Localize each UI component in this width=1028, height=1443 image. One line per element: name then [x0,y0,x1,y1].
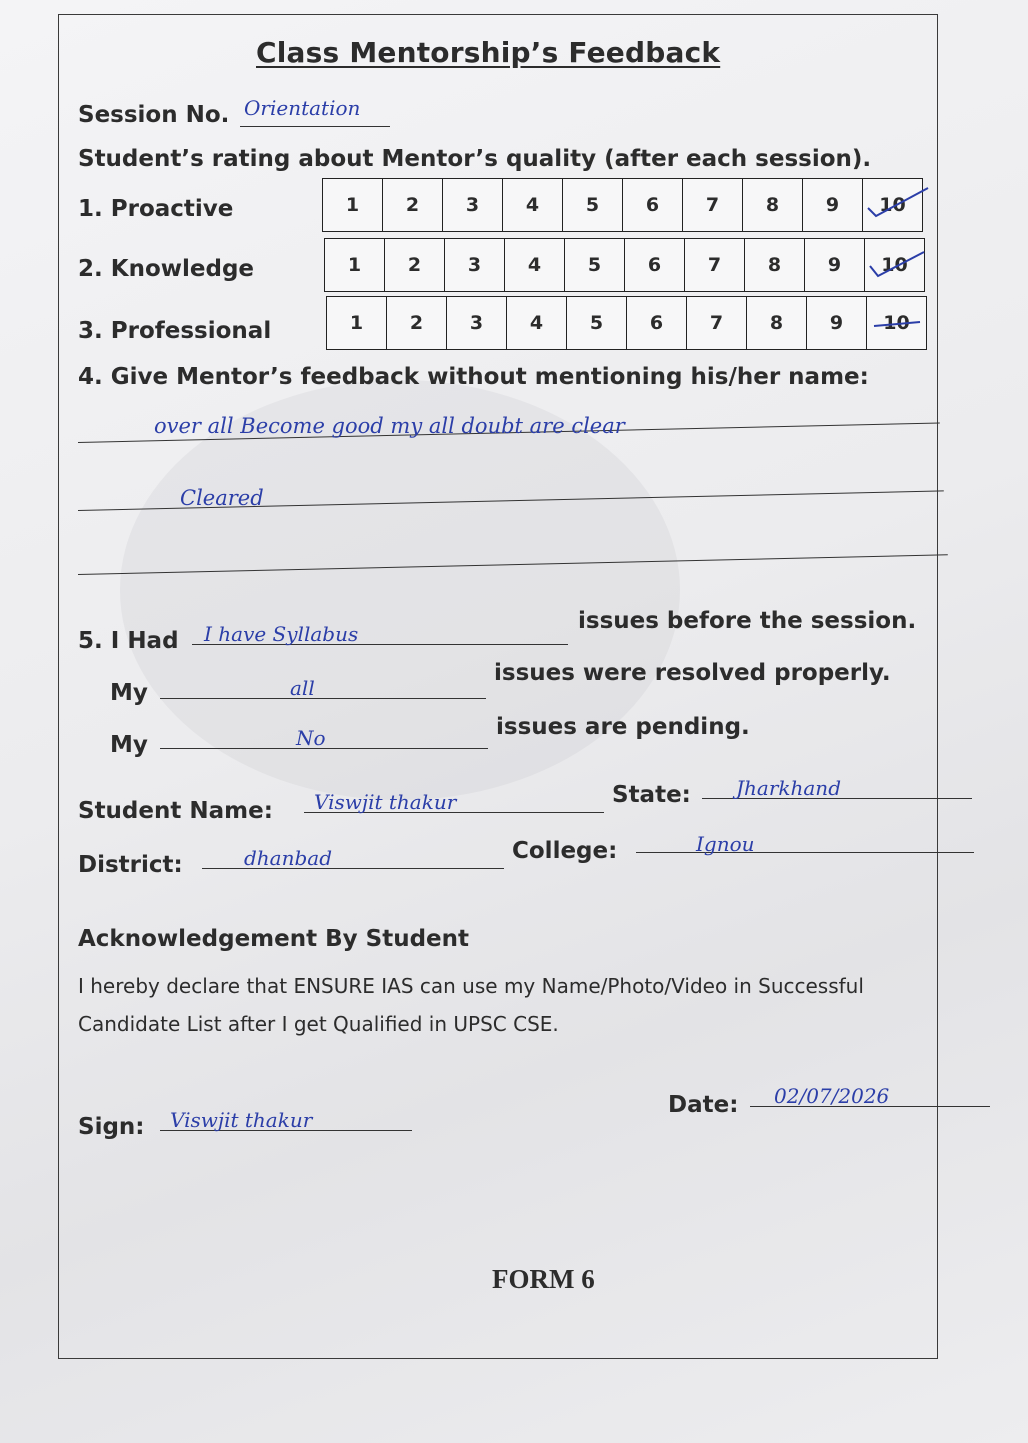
sign-label: Sign: [78,1114,145,1140]
state-label: State: [612,782,691,808]
scale-cell[interactable]: 10 [879,194,906,216]
scale-cell[interactable]: 4 [507,297,567,349]
scale-cell[interactable]: 2 [383,179,443,231]
rating-label-knowledge: 2. Knowledge [78,256,255,282]
check-mark-icon [872,304,924,334]
scale-cell[interactable]: 6 [625,239,685,291]
ack-line-2: Candidate List after I get Qualified in UPSC CSE. [78,1012,559,1036]
district-value[interactable]: dhanbad [244,846,333,870]
scale-cell[interactable]: 5 [563,179,623,231]
scale-cell[interactable]: 8 [747,297,807,349]
ack-heading: Acknowledgement By Student [78,926,469,952]
ack-line-1: I hereby declare that ENSURE IAS can use my Name/Photo/Video in Successful [78,974,864,998]
date-value[interactable]: 02/07/2026 [774,1084,890,1108]
q5-resolved-underline [160,698,486,699]
check-mark-icon [866,182,936,222]
scale-cell[interactable]: 1 [327,297,387,349]
q5-had-suffix: issues before the session. [578,608,917,634]
session-value[interactable]: Orientation [244,96,361,120]
session-underline [240,126,390,127]
scale-cell[interactable]: 10 [881,254,908,276]
scale-cell[interactable]: 7 [685,239,745,291]
scale-cell[interactable]: 3 [443,179,503,231]
rating-scale-knowledge[interactable] [324,238,925,292]
scale-cell[interactable]: 2 [385,239,445,291]
scale-cell[interactable]: 4 [505,239,565,291]
scale-cell[interactable]: 7 [687,297,747,349]
scale-cell[interactable]: 9 [805,239,865,291]
date-label: Date: [668,1092,739,1118]
feedback-heading: 4. Give Mentor’s feedback without mentioning his/her name: [78,364,869,390]
scale-cell[interactable]: 10 [883,312,910,334]
scale-cell[interactable]: 5 [567,297,627,349]
session-label: Session No. [78,102,230,128]
q5-resolved-value[interactable]: all [290,676,315,700]
form-number: FORM 6 [492,1264,595,1294]
college-underline [636,852,974,853]
q5-had-prefix: 5. I Had [78,628,179,654]
scale-cell[interactable]: 4 [503,179,563,231]
rating-scale-professional[interactable] [326,296,927,350]
q5-pending-suffix: issues are pending. [496,714,750,740]
scale-cell[interactable]: 3 [447,297,507,349]
scale-cell[interactable]: 5 [565,239,625,291]
scale-cell[interactable]: 6 [623,179,683,231]
feedback-text-1[interactable]: over all Become good my all doubt are clear [154,414,625,438]
q5-pending-label: My [110,732,148,758]
rating-heading: Student’s rating about Mentor’s quality (after each session). [78,146,872,172]
scale-cell[interactable]: 1 [325,239,385,291]
scale-cell[interactable]: 9 [807,297,867,349]
check-mark-icon [868,244,928,280]
state-value[interactable]: Jharkhand [736,776,841,800]
scale-cell[interactable]: 8 [743,179,803,231]
rating-label-professional: 3. Professional [78,318,272,344]
college-label: College: [512,838,618,864]
q5-had-value[interactable]: I have Syllabus [204,622,359,646]
form-title: Class Mentorship’s Feedback [256,36,721,69]
q5-pending-value[interactable]: No [296,726,326,750]
district-label: District: [78,852,183,878]
student-name-value[interactable]: Viswjit thakur [314,790,457,814]
q5-resolved-label: My [110,680,148,706]
scale-cell[interactable]: 6 [627,297,687,349]
q5-resolved-suffix: issues were resolved properly. [494,660,891,686]
scale-cell[interactable]: 8 [745,239,805,291]
feedback-text-2[interactable]: Cleared [180,486,264,510]
scale-cell[interactable]: 9 [803,179,863,231]
sign-value[interactable]: Viswjit thakur [170,1108,313,1132]
scale-cell[interactable]: 1 [323,179,383,231]
rating-scale-proactive[interactable] [322,178,923,232]
scale-cell[interactable]: 3 [445,239,505,291]
scale-cell[interactable]: 7 [683,179,743,231]
student-name-label: Student Name: [78,798,273,824]
scale-cell[interactable]: 2 [387,297,447,349]
college-value[interactable]: Ignou [696,832,755,856]
rating-label-proactive: 1. Proactive [78,196,234,222]
